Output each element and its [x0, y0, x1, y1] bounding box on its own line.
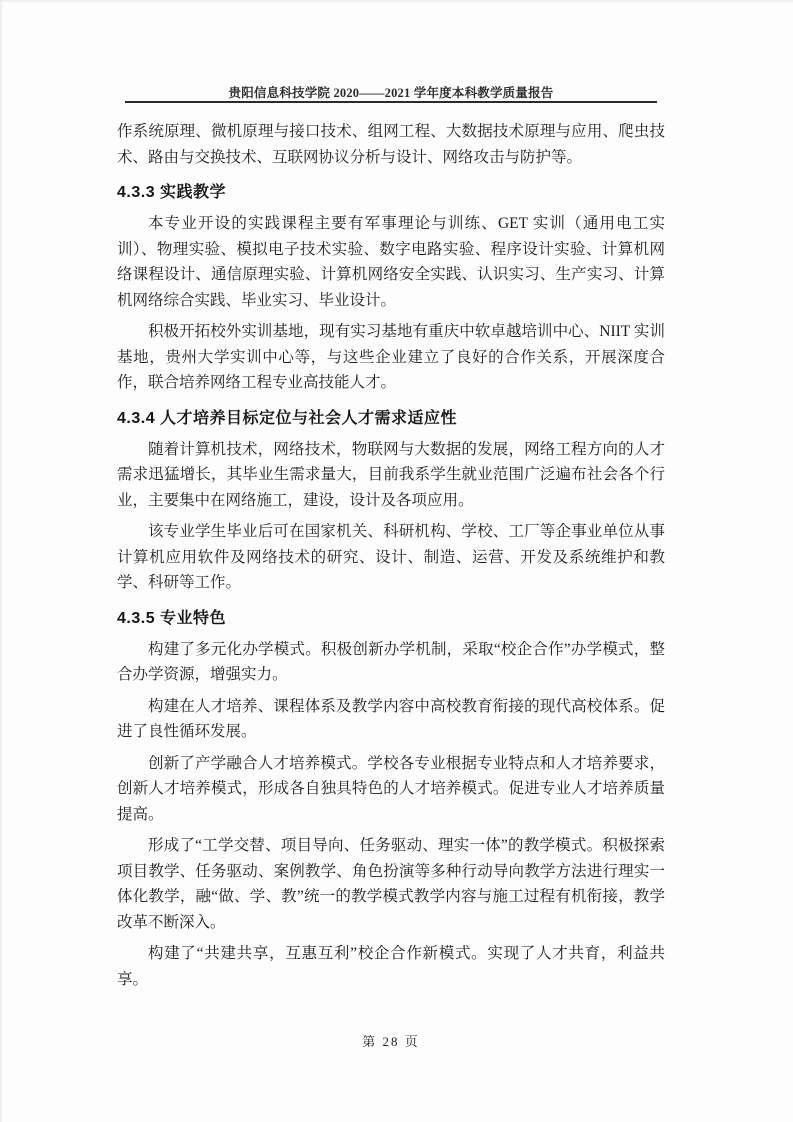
section-heading-4-3-3: 4.3.3 实践教学: [117, 184, 227, 201]
document-body: [117, 119, 665, 998]
section-heading-4-3-5: 4.3.5 专业特色: [117, 609, 227, 627]
body-paragraph: 随着计算机技术，网络技术，物联网与大数据的发展，网络工程方向的人才需求迅猛增长，其毕业生需求量大，目前我系学生就业范围广泛遍布社会各个行业，主要集中在网络施工，建设，设计及各项应用。: [117, 440, 665, 509]
body-paragraph: 创新了产学融合人才培养模式。学校各专业根据专业特点和人才培养要求，创新人才培养模式，形成各自独具特色的人才培养模式。促进专业人才培养质量提高。: [117, 754, 665, 823]
body-paragraph: 构建了“共建共享，互惠互利”校企合作新模式。实现了人才共育，利益共享。: [117, 945, 665, 988]
body-paragraph: 该专业学生毕业后可在国家机关、科研机构、学校、工厂等企事业单位从事计算机应用软件及网络技术的研究、设计、制造、运营、开发及系统维护和教学、科研等工作。: [117, 523, 665, 591]
body-paragraph-continuation: 作系统原理、微机原理与接口技术、组网工程、大数据技术原理与应用、爬虫技术、路由与交换技术、互联网协议分析与设计、网络攻击与防护等。: [117, 123, 665, 166]
body-paragraph: 积极开拓校外实训基地，现有实习基地有重庆中软卓越培训中心、NIIT 实训基地，贵州大学实训中心等，与这些企业建立了良好的合作关系，开展深度合作，联合培养网络工程专业高技能人才。: [117, 323, 665, 391]
page-number: 第 28 页: [362, 1034, 420, 1049]
header-divider-line: [125, 101, 657, 103]
section-heading-4-3-4: 4.3.4 人才培养目标定位与社会人才需求适应性: [117, 409, 458, 427]
page-footer: [117, 1031, 665, 1050]
running-header-title: 贵阳信息科技学院 2020——2021 学年度本科教学质量报告: [228, 86, 554, 100]
body-paragraph: 构建在人才培养、课程体系及教学内容中高校教育衔接的现代高校体系。促进了良性循环发展。: [117, 697, 665, 740]
body-paragraph: 构建了多元化办学模式。积极创新办学机制，采取“校企合作”办学模式，整合办学资源，增强实力。: [117, 640, 665, 683]
body-paragraph: 本专业开设的实践课程主要有军事理论与训练、GET 实训（通用电工实训）、物理实验、模拟电子技术实验、数字电路实验、程序设计实验、计算机网络课程设计、通信原理实验、计算机网络安全实践、认识实习、生产实习、计算机网络综合实践、毕业实习、毕业设计。: [117, 215, 665, 309]
body-paragraph: 形成了“工学交替、项目导向、任务驱动、理实一体”的教学模式。积极探索项目教学、任务驱动、案例教学、角色扮演等多种行动导向教学方法进行理实一体化教学，融“做、学、教”统一的教学模式教学内容与施工过程有机衔接，教学改革不断深入。: [117, 837, 665, 931]
